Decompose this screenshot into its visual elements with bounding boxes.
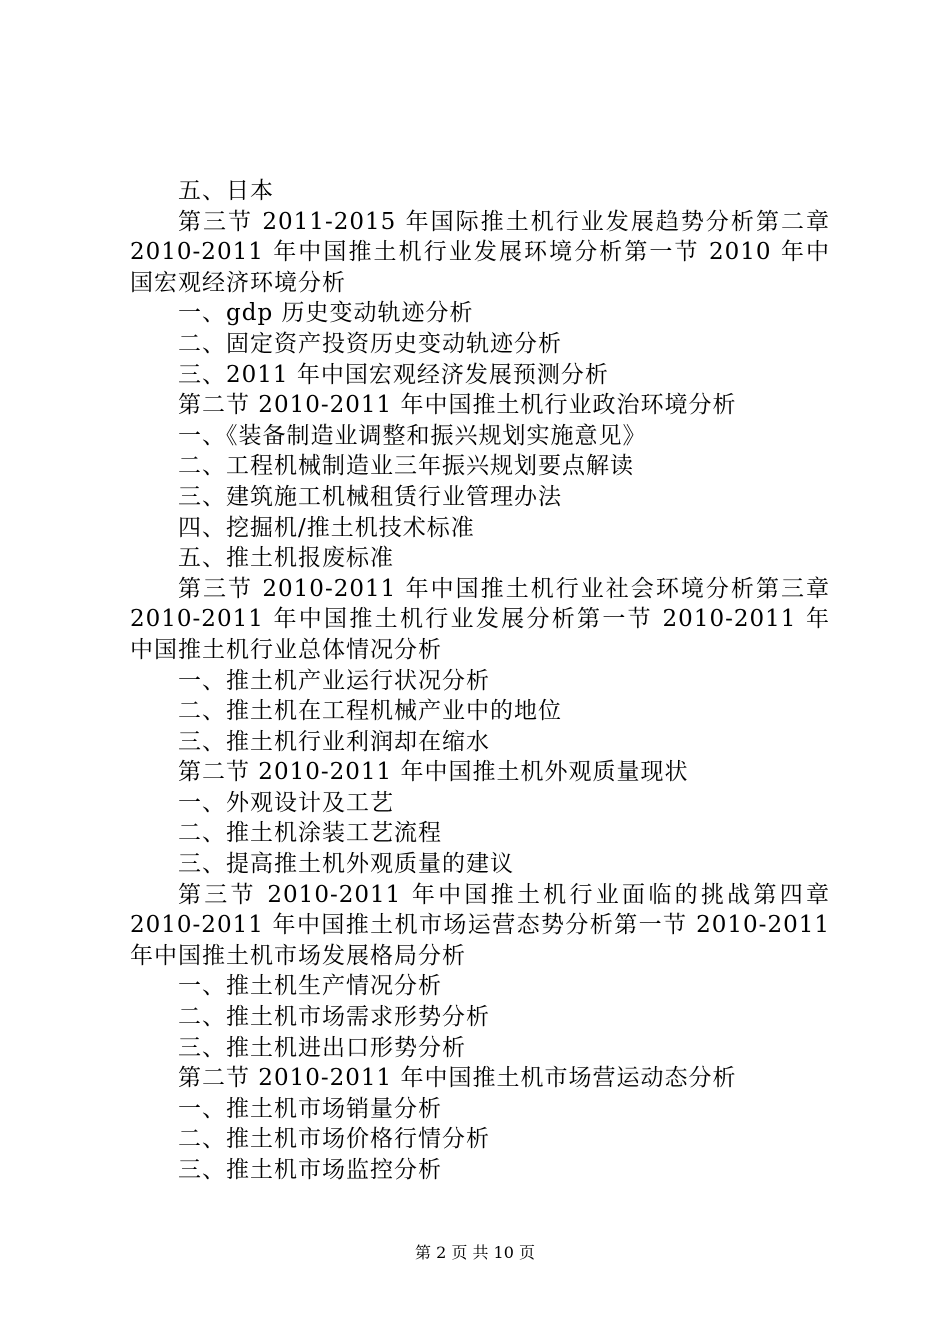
text-line: 一、推土机生产情况分析 <box>178 973 442 1000</box>
text-line: 二、固定资产投资历史变动轨迹分析 <box>178 330 562 357</box>
text-line: 一、推土机产业运行状况分析 <box>178 667 490 694</box>
text-line: 一、《装备制造业调整和振兴规划实施意见》 <box>178 422 647 449</box>
text-line: 三、推土机市场监控分析 <box>178 1157 442 1183</box>
document-body <box>130 176 830 1186</box>
text-line: 五、日本 <box>178 178 274 204</box>
text-line: 三、建筑施工机械租赁行业管理办法 <box>178 483 562 510</box>
text-line: 三、提高推土机外观质量的建议 <box>178 851 514 878</box>
text-line: 二、推土机市场价格行情分析 <box>178 1126 490 1153</box>
section-heading: 第二节 2010-2011 年中国推土机市场营运动态分析 <box>178 1065 737 1092</box>
text-line: 二、工程机械制造业三年振兴规划要点解读 <box>178 453 634 480</box>
text-line: 五、推土机报废标准 <box>178 545 394 572</box>
paragraph: 第三节 2010-2011 年中国推土机行业社会环境分析第三章 2010-2011 年中国推土机行业发展分析第一节 2010-2011 年中国推土机行业总体情况分析 <box>130 575 830 663</box>
section-heading: 第二节 2010-2011 年中国推土机行业政治环境分析 <box>178 392 737 419</box>
paragraph: 第三节 2010-2011 年中国推土机行业面临的挑战第四章 2010-2011 年中国推土机市场运营态势分析第一节 2010-2011 年中国推土机市场发展格局分析 <box>130 881 830 969</box>
text-line: 三、2011 年中国宏观经济发展预测分析 <box>178 361 609 388</box>
text-line: 二、推土机涂装工艺流程 <box>178 820 442 847</box>
text-line: 一、推土机市场销量分析 <box>178 1095 442 1122</box>
paragraph: 第三节 2011-2015 年国际推土机行业发展趋势分析第二章 2010-2011 年中国推土机行业发展环境分析第一节 2010 年中国宏观经济环境分析 <box>130 208 830 296</box>
section-heading: 第二节 2010-2011 年中国推土机外观质量现状 <box>178 759 689 786</box>
text-line: 二、推土机市场需求形势分析 <box>178 1004 490 1031</box>
text-line: 三、推土机进出口形势分析 <box>178 1034 466 1061</box>
text-line: 三、推土机行业利润却在缩水 <box>178 728 490 755</box>
text-line: 二、推土机在工程机械产业中的地位 <box>178 698 562 725</box>
text-line: 一、外观设计及工艺 <box>178 789 394 816</box>
page-footer: 第 2 页 共 10 页 <box>415 1243 535 1262</box>
text-line: 四、挖掘机/推土机技术标准 <box>178 514 475 541</box>
text-line: 一、gdp 历史变动轨迹分析 <box>178 300 474 327</box>
